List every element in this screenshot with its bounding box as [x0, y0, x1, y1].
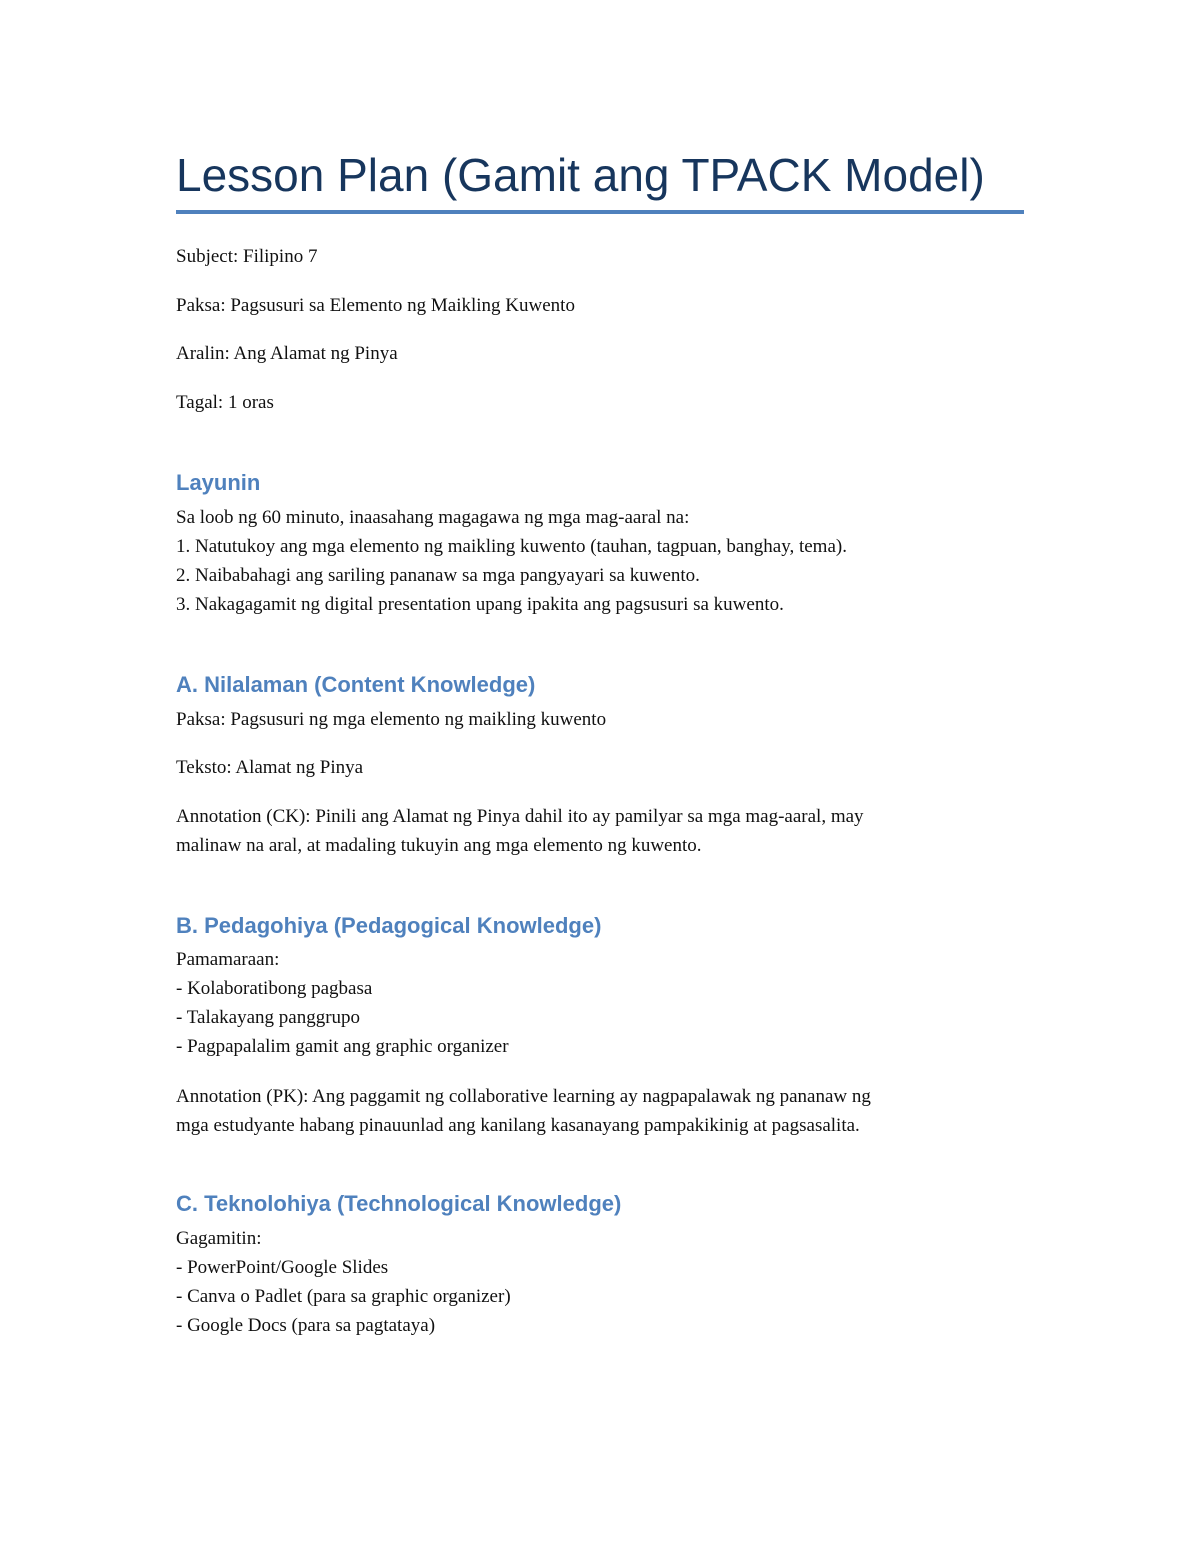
list-item: 3. Nakagagamit ng digital presentation upang ipakita ang pagsusuri sa kuwento.: [176, 594, 784, 615]
annotation-line: Annotation (PK): Ang paggamit ng collaborative learning ay nagpapalawak ng pananaw ng: [176, 1086, 871, 1107]
subject-line: Subject: Filipino 7: [176, 246, 318, 267]
annotation-line: Annotation (CK): Pinili ang Alamat ng Pinya dahil ito ay pamilyar sa mga mag-aaral, may: [176, 806, 864, 827]
pedagogy-list: [176, 945, 509, 1061]
list-item: - Google Docs (para sa pagtataya): [176, 1315, 436, 1336]
list-item: 1. Natutukoy ang mga elemento ng maikling kuwento (tauhan, tagpuan, banghay, tema).: [176, 536, 847, 557]
technology-heading: C. Teknolohiya (Technological Knowledge): [176, 1191, 622, 1216]
content-paksa: Paksa: Pagsusuri ng mga elemento ng maikling kuwento: [176, 709, 607, 730]
list-item: - Pagpapalalim gamit ang graphic organizer: [176, 1036, 509, 1057]
pedagogy-heading: B. Pedagohiya (Pedagogical Knowledge): [176, 913, 602, 938]
annotation-line: mga estudyante habang pinauunlad ang kanilang kasanayang pampakikinig at pagsasalita.: [176, 1115, 860, 1136]
list-item: Pamamaraan:: [176, 949, 280, 970]
list-item: Gagamitin:: [176, 1228, 262, 1249]
content-heading: A. Nilalaman (Content Knowledge): [176, 672, 536, 697]
page-title: Lesson Plan (Gamit ang TPACK Model): [176, 149, 985, 201]
pedagogy-annotation: [176, 1082, 871, 1140]
paksa-line: Paksa: Pagsusuri sa Elemento ng Maikling Kuwento: [176, 295, 575, 316]
list-item: - Kolaboratibong pagbasa: [176, 978, 373, 999]
list-item: Sa loob ng 60 minuto, inaasahang magagawa ng mga mag-aaral na:: [176, 507, 690, 528]
layunin-heading: Layunin: [176, 470, 261, 495]
annotation-line: malinaw na aral, at madaling tukuyin ang mga elemento ng kuwento.: [176, 835, 702, 856]
content-annotation: [176, 802, 864, 860]
list-item: - Canva o Padlet (para sa graphic organizer): [176, 1286, 511, 1307]
aralin-line: Aralin: Ang Alamat ng Pinya: [176, 343, 398, 364]
list-item: - PowerPoint/Google Slides: [176, 1257, 389, 1278]
title-underline: [176, 210, 1024, 214]
list-item: 2. Naibabahagi ang sariling pananaw sa mga pangyayari sa kuwento.: [176, 565, 700, 586]
technology-list: [176, 1224, 511, 1340]
content-teksto: Teksto: Alamat ng Pinya: [176, 757, 364, 778]
tagal-line: Tagal: 1 oras: [176, 392, 274, 413]
list-item: - Talakayang panggrupo: [176, 1007, 361, 1028]
layunin-list: [176, 503, 847, 619]
